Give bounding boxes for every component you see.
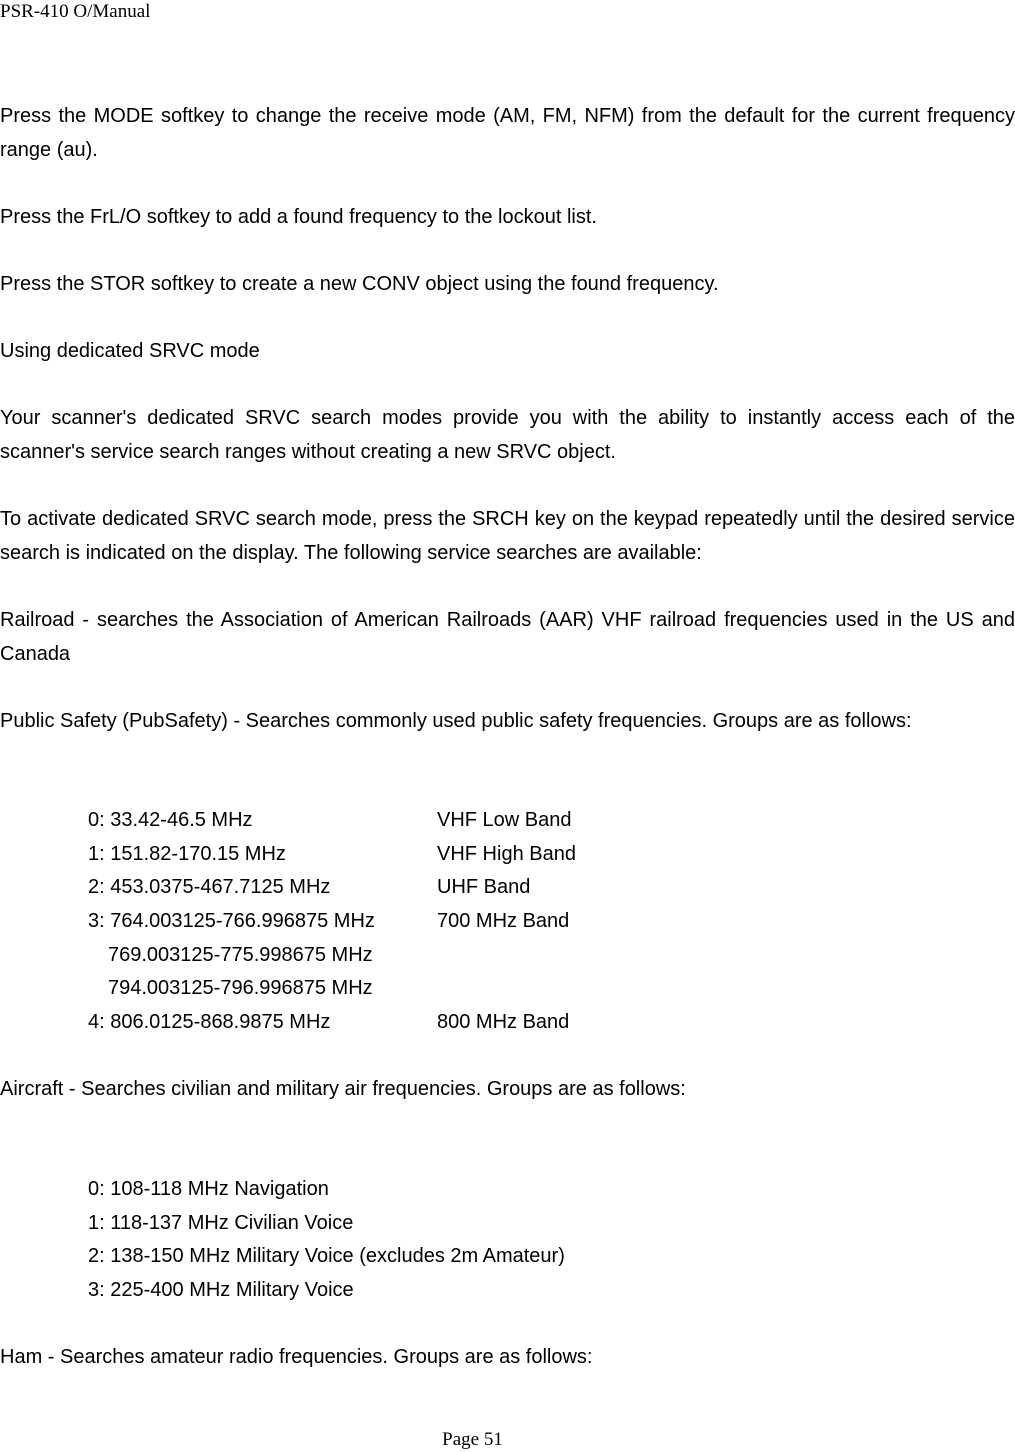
document-header: PSR-410 O/Manual (0, 1, 151, 22)
list-item (0, 1005, 700, 1039)
group-entry: 0: 108-118 MHz Navigation (88, 1178, 329, 1200)
group-band: 700 MHz Band (437, 910, 570, 932)
group-range: 4: 806.0125-868.9875 MHz (88, 1011, 331, 1033)
pubsafety-paragraph: Public Safety (PubSafety) - Searches commonly used public safety frequencies. Groups are as follows: (0, 710, 912, 732)
mode-softkey-paragraph: Press the MODE softkey to change the receive mode (AM, FM, NFM) from the default for the current frequency range (au). (0, 105, 1015, 161)
group-range: 0: 33.42-46.5 MHz (88, 809, 253, 831)
list-item (0, 1273, 700, 1307)
srvc-mode-paragraph: Your scanner's dedicated SRVC search modes provide you with the ability to instantly access each of the scanner's service search ranges without creating a new SRVC object. (0, 407, 1015, 463)
list-item (0, 1172, 700, 1206)
list-item (0, 971, 700, 1005)
group-band: UHF Band (437, 876, 531, 898)
group-band: VHF Low Band (437, 809, 572, 831)
list-item (0, 803, 700, 837)
list-item (0, 1239, 700, 1273)
list-item (0, 938, 700, 972)
group-range: 3: 764.003125-766.996875 MHz (88, 910, 375, 932)
page-footer (0, 1428, 1015, 1452)
list-item (0, 904, 700, 938)
group-band: VHF High Band (437, 843, 576, 865)
page-number: Page 51 (442, 1429, 503, 1450)
group-range: 769.003125-775.998675 MHz (108, 944, 373, 966)
group-range: 2: 453.0375-467.7125 MHz (88, 876, 331, 898)
group-entry: 1: 118-137 MHz Civilian Voice (88, 1212, 354, 1234)
list-item (0, 870, 700, 904)
group-entry: 2: 138-150 MHz Military Voice (excludes 2m Amateur) (88, 1245, 565, 1267)
stor-softkey-paragraph: Press the STOR softkey to create a new CONV object using the found frequency. (0, 273, 719, 295)
frlo-softkey-paragraph: Press the FrL/O softkey to add a found frequency to the lockout list. (0, 206, 597, 228)
group-range: 794.003125-796.996875 MHz (108, 977, 373, 999)
group-range: 1: 151.82-170.15 MHz (88, 843, 286, 865)
section-heading: Using dedicated SRVC mode (0, 340, 260, 362)
activate-paragraph: To activate dedicated SRVC search mode, press the SRCH key on the keypad repeatedly until the desired service search is indicated on the display. The following service searches are available: (0, 508, 1015, 564)
railroad-paragraph: Railroad - searches the Association of American Railroads (AAR) VHF railroad frequencies used in the US and Canada (0, 609, 1015, 665)
aircraft-paragraph: Aircraft - Searches civilian and military air frequencies. Groups are as follows: (0, 1078, 686, 1100)
group-entry: 3: 225-400 MHz Military Voice (88, 1279, 354, 1301)
group-band: 800 MHz Band (437, 1011, 570, 1033)
ham-paragraph: Ham - Searches amateur radio frequencies. Groups are as follows: (0, 1346, 593, 1368)
list-item (0, 837, 700, 871)
list-item (0, 1206, 700, 1240)
